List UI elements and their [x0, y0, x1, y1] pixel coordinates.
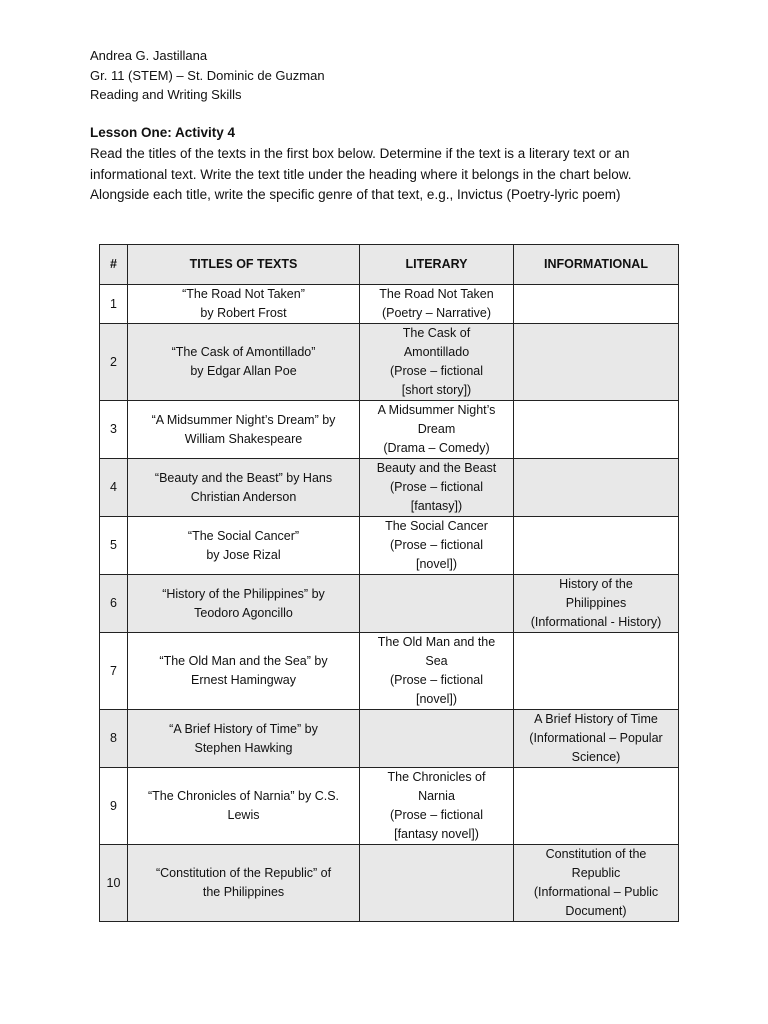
literary-cell-line: (Prose – fictional: [389, 538, 484, 552]
row-number: 1: [100, 285, 128, 324]
title-cell: [128, 768, 360, 845]
literary-cell-line: Beauty and the Beast: [376, 461, 497, 475]
table-header-row: [100, 245, 679, 285]
informational-cell: [514, 845, 679, 922]
title-cell: [128, 401, 360, 459]
student-name: Andrea G. Jastillana: [90, 48, 208, 63]
row-number: 2: [100, 324, 128, 401]
literary-cell-line: A Midsummer Night’s: [377, 403, 496, 417]
table-row: [100, 633, 679, 710]
header-literary: LITERARY: [360, 245, 514, 285]
informational-cell: [514, 517, 679, 575]
literary-cell: [360, 633, 514, 710]
student-section: Gr. 11 (STEM) – St. Dominic de Guzman: [90, 67, 325, 83]
literary-cell: [360, 459, 514, 517]
informational-cell: [514, 633, 679, 710]
informational-cell: [514, 575, 679, 633]
title-cell-line: by Jose Rizal: [206, 547, 281, 562]
title-cell-line: “The Chronicles of Narnia” by C.S.: [147, 789, 340, 803]
literary-cell-line: (Prose – fictional: [389, 480, 484, 494]
title-cell: [128, 324, 360, 401]
title-cell: [128, 285, 360, 324]
informational-cell-line: (Informational - History): [530, 615, 662, 629]
literary-cell: [360, 710, 514, 768]
literary-cell: [360, 324, 514, 401]
title-cell: [128, 710, 360, 768]
informational-cell-line: History of the: [559, 577, 633, 591]
informational-cell: [514, 768, 679, 845]
row-number: 3: [100, 401, 128, 459]
table-row: [100, 459, 679, 517]
title-cell: [128, 517, 360, 575]
informational-cell-line: Republic: [571, 866, 621, 880]
title-cell-line: by Robert Frost: [200, 306, 287, 320]
title-cell-line: Teodoro Agoncillo: [194, 605, 293, 620]
informational-cell-line: Science): [571, 750, 621, 764]
row-number: 9: [100, 768, 128, 845]
title-cell-line: Lewis: [227, 808, 260, 822]
header-informational: INFORMATIONAL: [514, 245, 679, 285]
row-number: 8: [100, 710, 128, 768]
table-row: [100, 768, 679, 845]
title-cell-line: by Edgar Allan Poe: [190, 364, 297, 378]
informational-cell: [514, 285, 679, 324]
literary-cell-line: (Prose – fictional: [389, 673, 484, 687]
informational-cell-line: (Informational – Popular: [529, 731, 663, 745]
literary-cell: [360, 845, 514, 922]
table-body: [100, 285, 679, 922]
row-number: 5: [100, 517, 128, 575]
title-cell-line: “Constitution of the Republic” of: [155, 866, 332, 880]
title-cell: [128, 459, 360, 517]
header-titles: TITLES OF TEXTS: [128, 245, 360, 285]
literary-cell-line: The Cask of: [402, 326, 471, 340]
row-number: 10: [100, 845, 128, 922]
literary-cell-line: (Drama – Comedy): [383, 441, 490, 455]
literary-cell-line: (Poetry – Narrative): [381, 306, 492, 320]
title-cell-line: Christian Anderson: [190, 489, 297, 504]
table-row: [100, 517, 679, 575]
title-cell-line: “The Social Cancer”: [187, 528, 300, 543]
literary-cell-line: The Road Not Taken: [379, 287, 494, 301]
literary-cell-line: The Chronicles of: [387, 770, 486, 784]
informational-cell: [514, 401, 679, 459]
title-cell-line: “Beauty and the Beast” by Hans: [154, 470, 333, 485]
informational-cell: [514, 459, 679, 517]
title-cell-line: “The Old Man and the Sea” by: [159, 654, 328, 668]
subject-name: Reading and Writing Skills: [90, 87, 242, 102]
title-cell-line: “History of the Philippines” by: [162, 586, 325, 601]
title-cell-line: Ernest Hamingway: [191, 673, 296, 687]
document-header: [90, 46, 325, 105]
title-cell-line: William Shakespeare: [184, 431, 303, 446]
literary-cell: [360, 575, 514, 633]
title-cell-line: “A Midsummer Night’s Dream” by: [151, 412, 336, 427]
row-number: 7: [100, 633, 128, 710]
title-cell: [128, 845, 360, 922]
title-cell-line: the Philippines: [202, 885, 285, 899]
literary-cell: [360, 285, 514, 324]
literary-cell-line: (Prose – fictional: [389, 364, 484, 378]
literary-cell-line: [novel]): [416, 692, 457, 706]
literary-cell-line: [novel]): [416, 557, 457, 571]
informational-cell: [514, 324, 679, 401]
literary-cell-line: The Old Man and the: [377, 635, 496, 649]
title-cell: [128, 575, 360, 633]
title-cell: [128, 633, 360, 710]
table-row: [100, 710, 679, 768]
table-row: [100, 845, 679, 922]
activity-table: [99, 244, 679, 922]
table-row: [100, 401, 679, 459]
title-cell-line: “The Cask of Amontillado”: [171, 345, 316, 359]
title-cell-line: “The Road Not Taken”: [182, 287, 305, 301]
informational-cell: [514, 710, 679, 768]
informational-cell-line: Document): [565, 904, 627, 918]
literary-cell: [360, 401, 514, 459]
literary-cell-line: The Social Cancer: [385, 519, 488, 533]
row-number: 6: [100, 575, 128, 633]
literary-cell-line: [fantasy]): [410, 499, 463, 513]
literary-cell-line: Narnia: [418, 789, 455, 803]
literary-cell-line: (Prose – fictional: [389, 808, 484, 822]
informational-cell-line: A Brief History of Time: [534, 712, 658, 726]
lesson-title: Lesson One: Activity 4: [90, 125, 236, 140]
lesson-instructions: Read the titles of the texts in the first box below. Determine if the text is a literary text or an informational text. Write the text title under the heading where it belongs in the chart below. Alongside each title, write the specific genre of that text, e.g., Invictus (Poetry-lyric poem): [90, 146, 632, 202]
literary-cell-line: Dream: [417, 422, 456, 436]
row-number: 4: [100, 459, 128, 517]
literary-cell: [360, 768, 514, 845]
literary-cell-line: [short story]): [401, 383, 472, 397]
informational-cell-line: Constitution of the: [545, 847, 647, 861]
literary-cell: [360, 517, 514, 575]
table-row: [100, 575, 679, 633]
literary-cell-line: Amontillado: [403, 345, 470, 359]
informational-cell-line: Philippines: [565, 596, 627, 610]
informational-cell-line: (Informational – Public: [533, 885, 659, 899]
title-cell-line: Stephen Hawking: [194, 740, 293, 755]
literary-cell-line: Sea: [425, 654, 448, 668]
table-row: [100, 285, 679, 324]
table-row: [100, 324, 679, 401]
title-cell-line: “A Brief History of Time” by: [169, 721, 318, 736]
literary-cell-line: [fantasy novel]): [394, 827, 479, 841]
header-number: #: [100, 245, 128, 285]
